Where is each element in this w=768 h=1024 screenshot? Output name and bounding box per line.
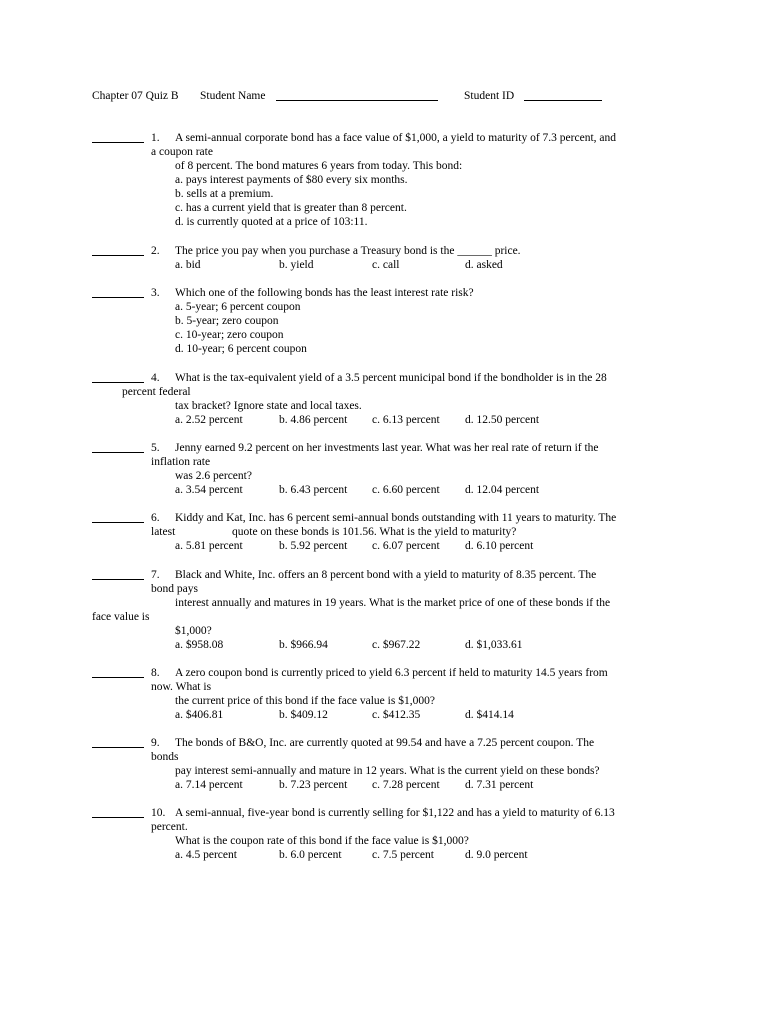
question-text: A zero coupon bond is currently priced to yield 6.3 percent if held to maturity 14.5 years from bbox=[175, 667, 608, 679]
choice-a: a. $958.08 bbox=[175, 639, 224, 651]
choice-a: a. 7.14 percent bbox=[175, 779, 243, 791]
choice-c: c. 10-year; zero coupon bbox=[175, 329, 284, 341]
question-number: 3. bbox=[151, 287, 160, 299]
choice-d: d. asked bbox=[465, 259, 503, 271]
answer-blank-4[interactable] bbox=[92, 370, 144, 383]
choice-d: d. 6.10 percent bbox=[465, 540, 534, 552]
answer-blank-5[interactable] bbox=[92, 440, 144, 453]
question-number: 2. bbox=[151, 245, 160, 257]
choice-b: b. $966.94 bbox=[279, 639, 328, 651]
question-text: What is the tax-equivalent yield of a 3.5 percent municipal bond if the bondholder is in the 28 bbox=[175, 372, 607, 384]
answer-blank-6[interactable] bbox=[92, 510, 144, 523]
choice-c: c. 6.60 percent bbox=[372, 484, 440, 496]
question-text: What is the coupon rate of this bond if the face value is $1,000? bbox=[175, 835, 469, 847]
question-number: 1. bbox=[151, 132, 160, 144]
question-number: 9. bbox=[151, 737, 160, 749]
choice-b: b. 6.0 percent bbox=[279, 849, 342, 861]
choice-b: b. yield bbox=[279, 259, 314, 271]
question-text: Which one of the following bonds has the least interest rate risk? bbox=[175, 287, 474, 299]
choice-c: c. has a current yield that is greater than 8 percent. bbox=[175, 202, 407, 214]
choice-c: c. 6.13 percent bbox=[372, 414, 440, 426]
question-text: pay interest semi-annually and mature in 12 years. What is the current yield on these bonds? bbox=[175, 765, 600, 777]
choice-d: d. is currently quoted at a price of 103:11. bbox=[175, 216, 368, 228]
choice-a: a. $406.81 bbox=[175, 709, 224, 721]
question-text: Kiddy and Kat, Inc. has 6 percent semi-annual bonds outstanding with 11 years to maturity. The bbox=[175, 512, 617, 524]
choice-d: d. $1,033.61 bbox=[465, 639, 523, 651]
choice-a: a. 3.54 percent bbox=[175, 484, 243, 496]
question-number: 5. bbox=[151, 442, 160, 454]
choice-d: d. $414.14 bbox=[465, 709, 514, 721]
question-text: Black and White, Inc. offers an 8 percent bond with a yield to maturity of 8.35 percent. The bbox=[175, 569, 597, 581]
choice-c: c. $412.35 bbox=[372, 709, 421, 721]
question-number: 10. bbox=[151, 807, 166, 819]
choice-d: d. 7.31 percent bbox=[465, 779, 534, 791]
answer-blank-2[interactable] bbox=[92, 243, 144, 256]
question-text: was 2.6 percent? bbox=[175, 470, 252, 482]
question-text: of 8 percent. The bond matures 6 years from today. This bond: bbox=[175, 160, 463, 172]
question-text: A semi-annual, five-year bond is currently selling for $1,122 and has a yield to maturity of 6.13 bbox=[175, 807, 615, 819]
question-text: the current price of this bond if the face value is $1,000? bbox=[175, 695, 435, 707]
choice-c: c. 6.07 percent bbox=[372, 540, 440, 552]
choice-d: d. 9.0 percent bbox=[465, 849, 528, 861]
choice-a: a. bid bbox=[175, 259, 201, 271]
answer-blank-7[interactable] bbox=[92, 567, 144, 580]
choice-a: a. 4.5 percent bbox=[175, 849, 237, 861]
choice-c: c. 7.5 percent bbox=[372, 849, 434, 861]
question-text: $1,000? bbox=[175, 625, 212, 637]
question-number: 8. bbox=[151, 667, 160, 679]
question-text: The bonds of B&O, Inc. are currently quoted at 99.54 and have a 7.25 percent coupon. The bbox=[175, 737, 595, 749]
question-text: now. What is bbox=[151, 681, 212, 693]
choice-b: b. sells at a premium. bbox=[175, 188, 274, 200]
answer-blank-10[interactable] bbox=[92, 805, 144, 818]
answer-blank-3[interactable] bbox=[92, 285, 144, 298]
question-number: 7. bbox=[151, 569, 160, 581]
question-text: bond pays bbox=[151, 583, 198, 595]
choice-d: d. 10-year; 6 percent coupon bbox=[175, 343, 307, 355]
question-text: tax bracket? Ignore state and local taxes. bbox=[175, 400, 362, 412]
question-text: face value is bbox=[92, 611, 150, 623]
choice-a: a. 2.52 percent bbox=[175, 414, 243, 426]
question-text: latest bbox=[151, 526, 176, 538]
question-text: percent. bbox=[151, 821, 188, 833]
question-text: percent federal bbox=[122, 386, 191, 398]
choice-d: d. 12.50 percent bbox=[465, 414, 540, 426]
answer-blank-9[interactable] bbox=[92, 735, 144, 748]
choice-c: c. call bbox=[372, 259, 400, 271]
question-number: 6. bbox=[151, 512, 160, 524]
choice-c: c. 7.28 percent bbox=[372, 779, 440, 791]
student-id-label: Student ID bbox=[464, 90, 515, 102]
choice-d: d. 12.04 percent bbox=[465, 484, 540, 496]
answer-blank-8[interactable] bbox=[92, 665, 144, 678]
student-name-label: Student Name bbox=[200, 90, 266, 102]
question-text: Jenny earned 9.2 percent on her investments last year. What was her real rate of return if the bbox=[175, 442, 599, 454]
choice-a: a. pays interest payments of $80 every six months. bbox=[175, 174, 408, 186]
choice-b: b. 5.92 percent bbox=[279, 540, 348, 552]
quiz-title: Chapter 07 Quiz B bbox=[92, 90, 179, 102]
question-text: a coupon rate bbox=[151, 146, 213, 158]
choice-c: c. $967.22 bbox=[372, 639, 421, 651]
question-text: interest annually and matures in 19 years. What is the market price of one of these bonds if the bbox=[175, 597, 611, 609]
question-text: quote on these bonds is 101.56. What is the yield to maturity? bbox=[232, 526, 517, 538]
choice-a: a. 5.81 percent bbox=[175, 540, 243, 552]
student-id-field[interactable] bbox=[524, 88, 602, 101]
question-text: A semi-annual corporate bond has a face value of $1,000, a yield to maturity of 7.3 percent, and bbox=[175, 132, 617, 144]
choice-a: a. 5-year; 6 percent coupon bbox=[175, 301, 301, 313]
choice-b: b. 5-year; zero coupon bbox=[175, 315, 279, 327]
choice-b: b. 6.43 percent bbox=[279, 484, 348, 496]
question-text: inflation rate bbox=[151, 456, 211, 468]
question-number: 4. bbox=[151, 372, 160, 384]
choice-b: b. 7.23 percent bbox=[279, 779, 348, 791]
answer-blank-1[interactable] bbox=[92, 130, 144, 143]
choice-b: b. 4.86 percent bbox=[279, 414, 348, 426]
question-text: The price you pay when you purchase a Treasury bond is the ______ price. bbox=[175, 245, 521, 257]
question-text: bonds bbox=[151, 751, 179, 763]
choice-b: b. $409.12 bbox=[279, 709, 328, 721]
student-name-field[interactable] bbox=[276, 88, 438, 101]
